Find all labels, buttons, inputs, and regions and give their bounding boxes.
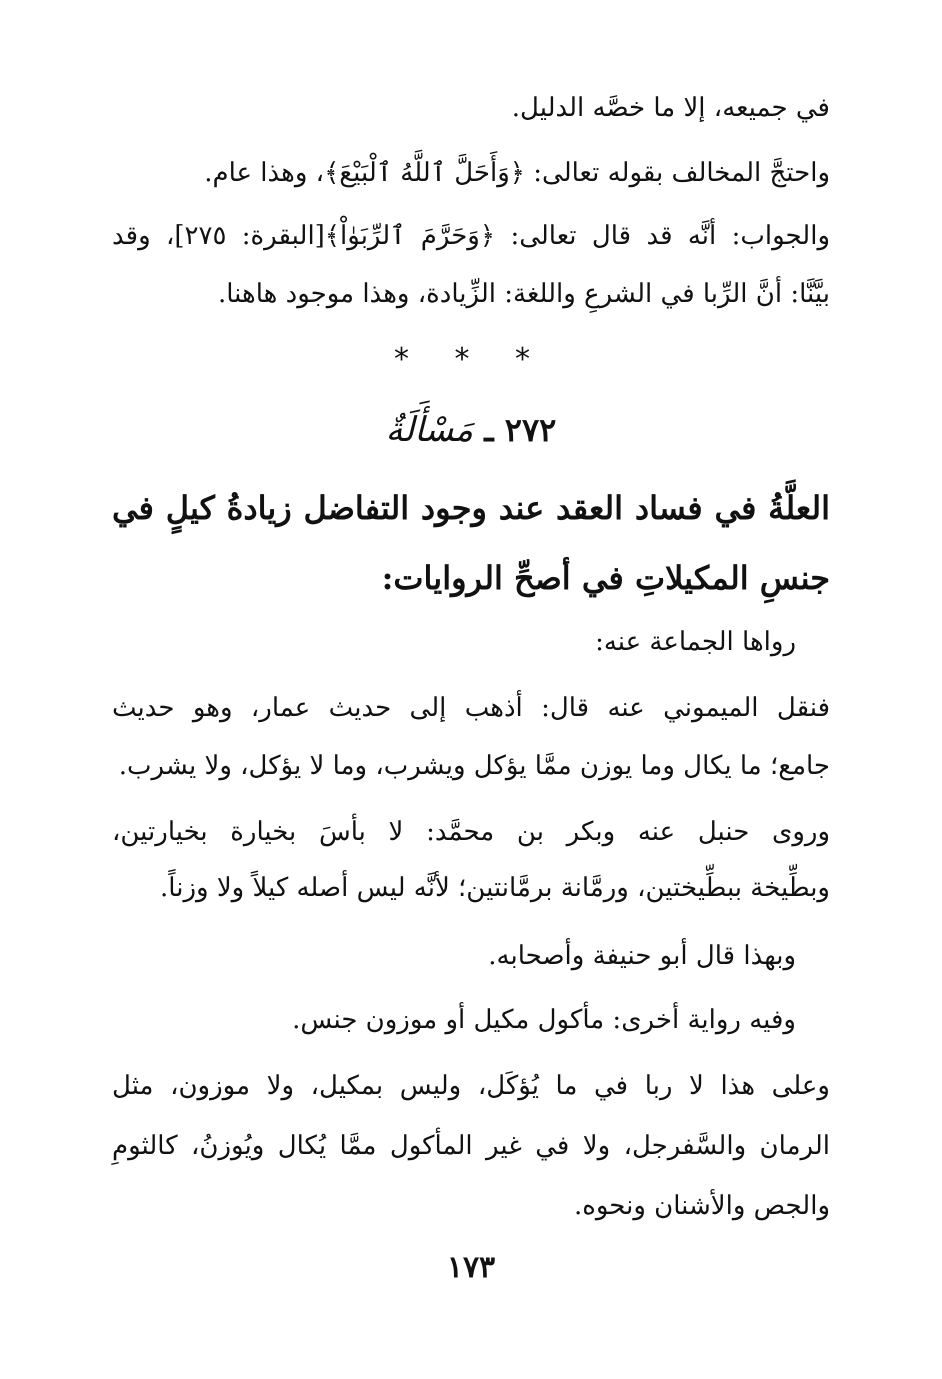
body-line: فنقل الميموني عنه قال: أذهب إلى حديث عمار، وهو حديث: [112, 693, 830, 723]
body-line: وعلى هذا لا ربا في ما يُؤكَل، وليس بمكيل، ولا موزون، مثل: [112, 1071, 830, 1101]
heading-number: ٢٧٢ ـ: [484, 411, 557, 449]
body-line: وروى حنبل عنه وبكر بن محمَّد: لا بأسَ بخيارة بخيارتين،: [112, 817, 830, 847]
text-line: والجواب: أنَّه قد قال تعالى: ﴿وَحَرَّمَ ٱلرِّبَوٰاْ﴾[البقرة: ٢٧٥]، وقد: [112, 221, 830, 251]
title-line: العلَّةُ في فساد العقد عند وجود التفاضل زيادةُ كيلٍ في: [112, 489, 830, 527]
heading-word: مَسْأَلَةٌ: [385, 410, 474, 450]
text-line: في جميعه، إلا ما خصَّه الدليل.: [511, 93, 830, 123]
body-line: وبهذا قال أبو حنيفة وأصحابه.: [488, 941, 796, 971]
body-line: جامع؛ ما يكال وما يوزن ممَّا يؤكل ويشرب، وما لا يؤكل، ولا يشرب.: [118, 751, 830, 781]
body-line: وفيه رواية أخرى: مأكول مكيل أو موزون جنس.: [292, 1005, 796, 1035]
body-line: والجص والأشنان ونحوه.: [573, 1191, 830, 1221]
body-line: رواها الجماعة عنه:: [595, 627, 796, 657]
text-line: واحتجَّ المخالف بقوله تعالى: ﴿وَأَحَلَّ ٱللَّهُ ٱلْبَيْعَ﴾، وهذا عام.: [204, 158, 830, 188]
body-line: الرمان والسَّفرجل، ولا في غير المأكول ممَّا يُكال ويُوزنُ، كالثومِ: [112, 1131, 830, 1161]
text-line: بيَّنَّا: أنَّ الرِّبا في الشرعِ واللغة: الزِّيادة، وهذا موجود هاهنا.: [217, 279, 830, 309]
page-number: ١٧٣: [446, 1250, 496, 1285]
title-line: جنسِ المكيلاتِ في أصحِّ الروايات:: [381, 559, 830, 597]
body-line: وبطِّيخة ببطِّيختين، ورمَّانة برمَّانتين؛ لأنَّه ليس أصله كيلاً ولا وزناً.: [160, 873, 830, 903]
section-separator: * * *: [393, 342, 549, 377]
section-heading: [0, 406, 942, 454]
